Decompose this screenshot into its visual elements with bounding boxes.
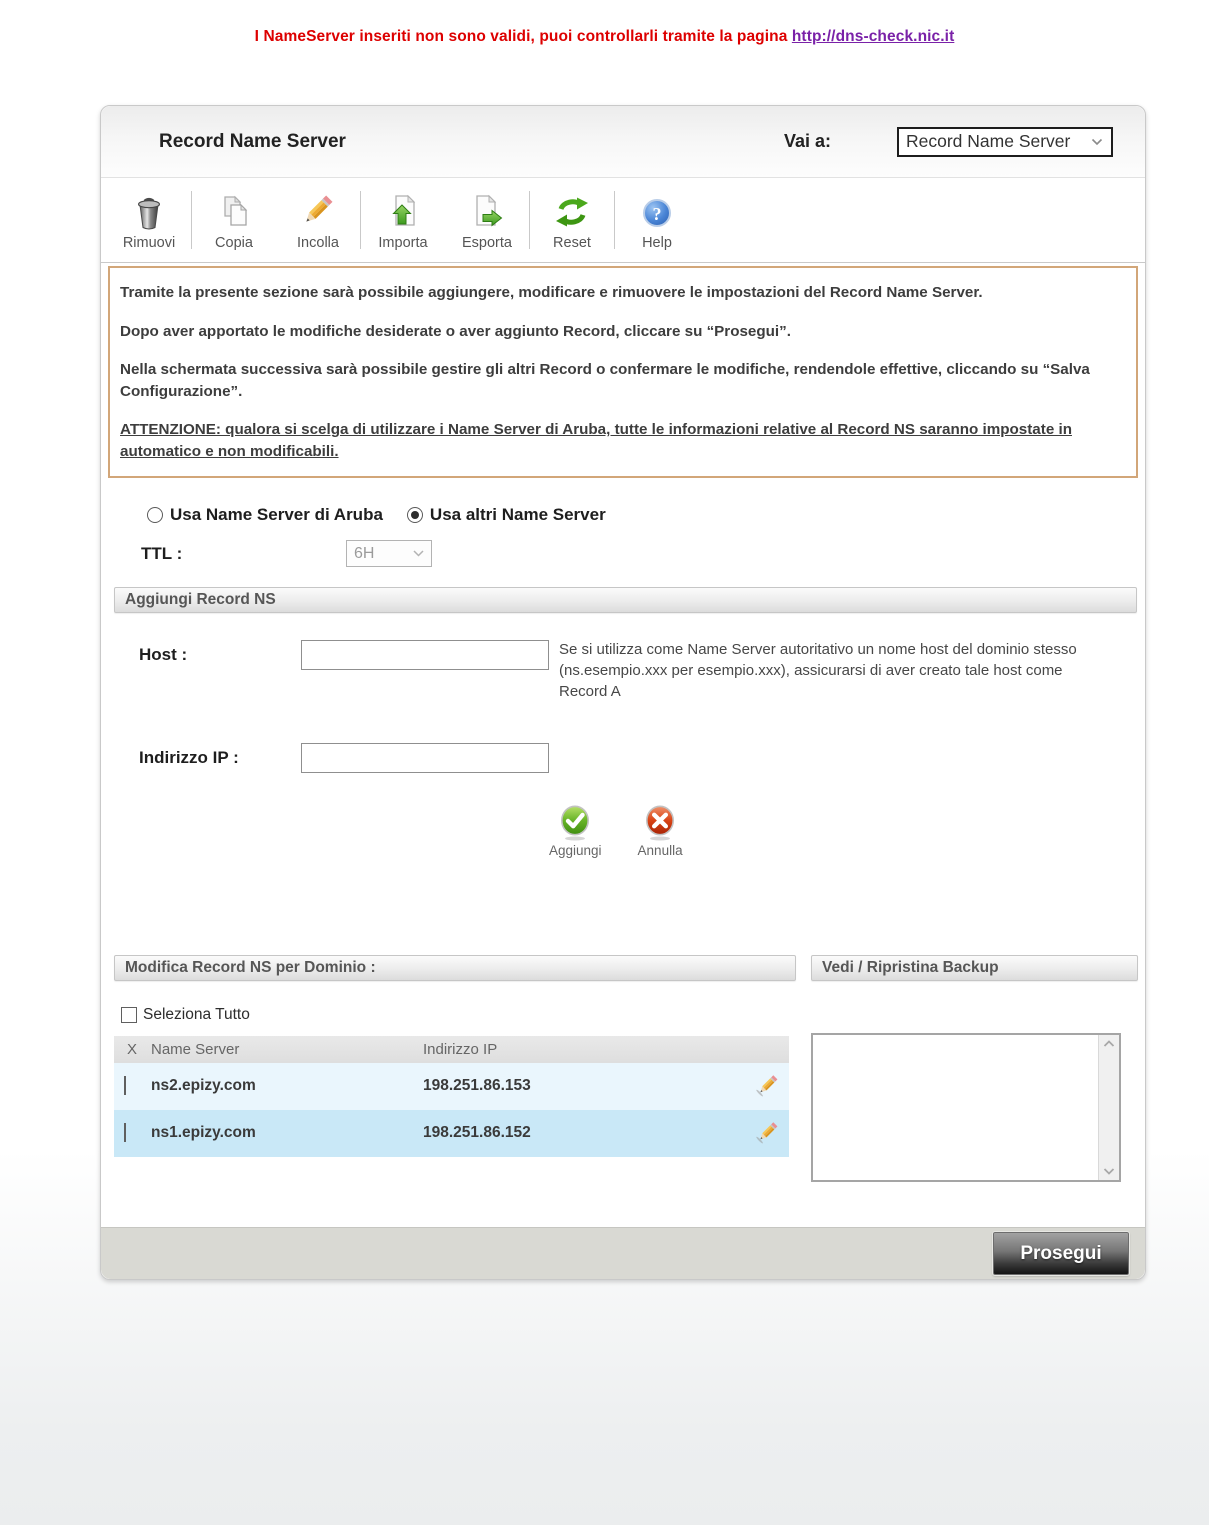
radio-icon-checked[interactable]: [407, 507, 423, 523]
panel-footer: [101, 1227, 1145, 1279]
column-header-nameserver: Name Server: [151, 1040, 240, 1058]
backup-column: [811, 955, 1138, 1182]
help-icon: [637, 190, 677, 232]
column-header-ip: Indirizzo IP: [423, 1040, 498, 1058]
help-button[interactable]: [615, 190, 699, 251]
lists-row: [101, 955, 1145, 1182]
add-record-button[interactable]: [549, 803, 602, 858]
record-name-server-panel: [100, 105, 1146, 1280]
cancel-button[interactable]: [638, 803, 683, 858]
ttl-label: TTL :: [141, 543, 183, 563]
host-hint: Se si utilizza come Name Server autoritativo un nome host del dominio stesso (ns.esempio.xxx per esempio.xxx), assicurarsi di aver creato tale host come Record A: [559, 641, 1077, 700]
host-label: Host :: [139, 645, 188, 665]
info-paragraph: Nella schermata successiva sarà possibile gestire gli altri Record o confermare le modifiche, rendendole effettive, cliccando su “Salva Configurazione”.: [120, 361, 1090, 400]
table-row: [114, 1063, 789, 1110]
ttl-row: [141, 540, 1145, 567]
proceed-button[interactable]: Prosegui: [993, 1232, 1129, 1275]
add-record-section-header: [114, 587, 1137, 613]
host-input[interactable]: [301, 640, 549, 670]
toolbar: [101, 178, 1145, 263]
scroll-up-icon[interactable]: [1103, 1040, 1115, 1048]
paste-button[interactable]: [276, 190, 360, 251]
remove-button[interactable]: [107, 190, 191, 251]
ttl-value: 6H: [354, 544, 375, 562]
radio-other-nameserver[interactable]: [407, 505, 606, 525]
goto-label: Vai a:: [783, 131, 831, 151]
table-header: [114, 1036, 789, 1063]
panel-header: [101, 106, 1145, 178]
radio-label: Usa altri Name Server: [429, 505, 606, 525]
ip-label: Indirizzo IP :: [139, 747, 239, 767]
nameserver-warning: [0, 28, 1209, 46]
tool-label: Incolla: [297, 234, 339, 251]
row-ip: 198.251.86.152: [423, 1124, 531, 1142]
section-title: Modifica Record NS per Dominio :: [125, 958, 376, 976]
reset-icon: [552, 190, 592, 232]
chevron-down-icon: [413, 550, 424, 557]
reset-button[interactable]: [530, 190, 614, 251]
table-row: [114, 1110, 789, 1157]
section-title: Aggiungi Record NS: [125, 591, 276, 609]
section-title: Vedi / Ripristina Backup: [822, 958, 999, 976]
export-button[interactable]: [445, 190, 529, 251]
radio-aruba-nameserver[interactable]: [147, 505, 383, 525]
edit-records-section-header: [114, 955, 796, 981]
page-title: Record Name Server: [159, 130, 346, 152]
ip-row: [101, 743, 1145, 773]
pencil-icon: [298, 190, 338, 232]
check-circle-icon: [557, 803, 593, 841]
radio-label: Usa Name Server di Aruba: [170, 505, 383, 525]
row-checkbox[interactable]: [124, 1123, 126, 1142]
goto-select[interactable]: [897, 127, 1113, 157]
ip-input[interactable]: [301, 743, 549, 773]
info-box: [108, 266, 1138, 478]
info-paragraph: Tramite la presente sezione sarà possibile aggiungere, modificare e rimuovere le impostazioni del Record Name Server.: [120, 284, 983, 301]
tool-label: Esporta: [462, 234, 512, 251]
tool-label: Copia: [215, 234, 253, 251]
ttl-select[interactable]: [346, 540, 432, 567]
scroll-down-icon[interactable]: [1103, 1167, 1115, 1175]
info-paragraph: Dopo aver apportato le modifiche desiderate o aver aggiunto Record, cliccare su “Prosegui”.: [120, 322, 791, 340]
chevron-down-icon: [1091, 138, 1103, 146]
cancel-circle-icon: [642, 803, 678, 841]
row-ip: 198.251.86.153: [423, 1077, 531, 1095]
trash-icon: [129, 190, 169, 232]
svg-text:?: ?: [652, 203, 662, 224]
warning-text: I NameServer inseriti non sono validi, puoi controllarli tramite la pagina: [254, 28, 792, 45]
nameserver-choice: [147, 505, 1145, 525]
dns-check-link[interactable]: http://dns-check.nic.it: [791, 28, 955, 45]
select-all-label: Seleziona Tutto: [143, 1005, 250, 1023]
column-header-x: X: [127, 1040, 138, 1058]
import-icon: [383, 190, 423, 232]
pencil-icon: [755, 1070, 781, 1102]
select-all-row: [121, 1006, 796, 1024]
tool-label: Reset: [553, 234, 591, 251]
backup-section-header: [811, 955, 1138, 981]
tool-label: Help: [642, 234, 672, 251]
goto-select-value: Record Name Server: [906, 131, 1071, 151]
tool-label: Importa: [378, 234, 428, 251]
add-cancel-actions: [549, 803, 1145, 858]
select-all-checkbox[interactable]: [121, 1007, 137, 1023]
backup-listbox[interactable]: [811, 1033, 1121, 1182]
export-icon: [467, 190, 507, 232]
edit-records-column: [114, 955, 796, 1157]
add-label: Aggiungi: [549, 842, 602, 858]
edit-record-button[interactable]: [747, 1070, 789, 1102]
scrollbar[interactable]: [1098, 1035, 1119, 1180]
nameserver-table: [114, 1036, 789, 1157]
info-attention: ATTENZIONE: qualora si scelga di utilizzare i Name Server di Aruba, tutte le informazioni relative al Record NS saranno impostate in automatico e non modificabili.: [120, 421, 1072, 460]
copy-icon: [214, 190, 254, 232]
row-checkbox[interactable]: [124, 1076, 126, 1095]
tool-label: Rimuovi: [122, 234, 176, 251]
radio-icon[interactable]: [147, 507, 163, 523]
row-nameserver: ns2.epizy.com: [151, 1077, 256, 1095]
edit-record-button[interactable]: [747, 1117, 789, 1149]
copy-button[interactable]: [192, 190, 276, 251]
host-row: [101, 640, 1145, 702]
cancel-label: Annulla: [637, 842, 683, 858]
import-button[interactable]: [361, 190, 445, 251]
pencil-icon: [755, 1117, 781, 1149]
row-nameserver: ns1.epizy.com: [151, 1124, 256, 1142]
